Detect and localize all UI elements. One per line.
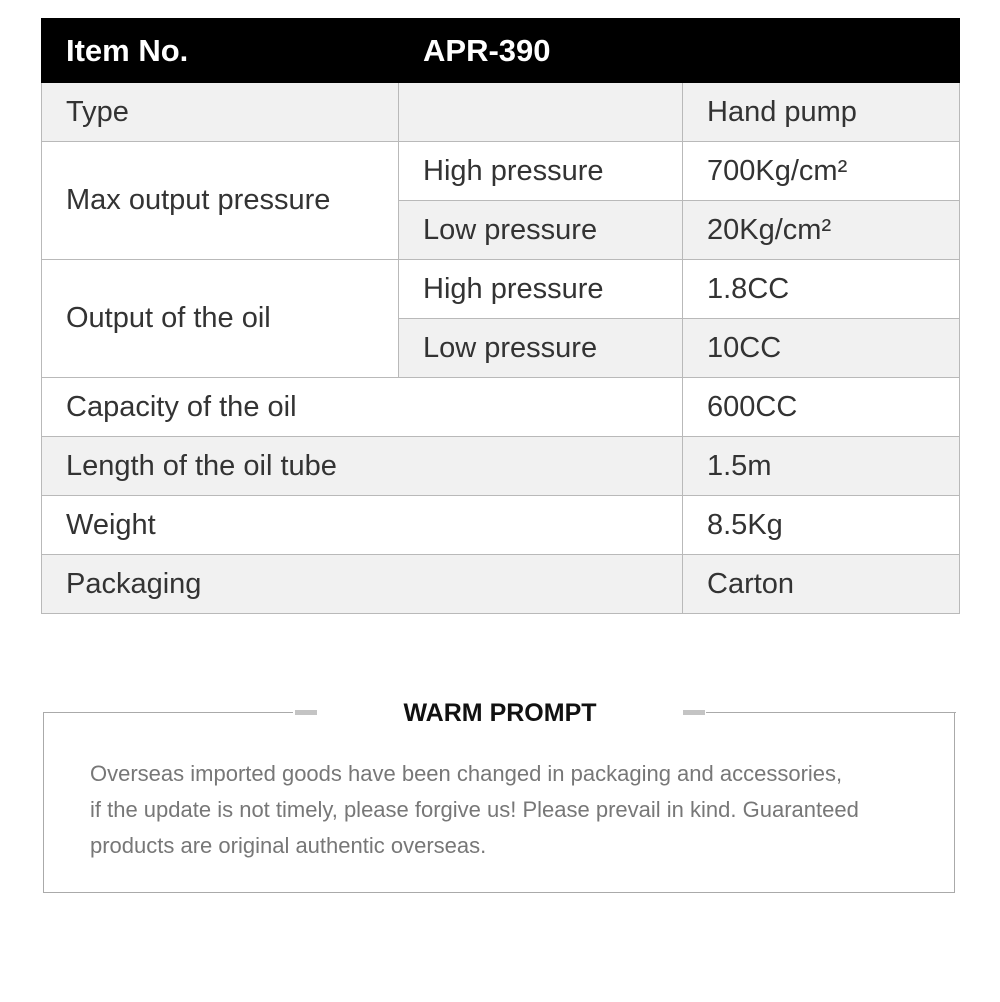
spec-table [41,18,960,614]
capacity-value: 600CC [683,378,960,437]
max-pressure-high-value: 700Kg/cm² [683,142,960,201]
prompt-line: if the update is not timely, please forgive us! Please prevail in kind. Guaranteed [90,797,859,822]
max-pressure-low-value: 20Kg/cm² [683,201,960,260]
max-pressure-high-row [42,142,960,201]
capacity-label: Capacity of the oil [42,378,683,437]
item-no-label: Item No. [42,19,399,83]
oil-output-high-row [42,260,960,319]
oil-output-low-value: 10CC [683,319,960,378]
oil-output-high-label: High pressure [399,260,683,319]
weight-row [42,496,960,555]
weight-label: Weight [42,496,683,555]
oil-output-label: Output of the oil [42,260,399,378]
warm-prompt-title: WARM PROMPT [403,699,597,727]
tube-length-row [42,437,960,496]
packaging-label: Packaging [42,555,683,614]
prompt-top-border-right [706,712,956,713]
tube-length-label: Length of the oil tube [42,437,683,496]
type-row [42,83,960,142]
table-header-row [42,19,960,83]
prompt-line: products are original authentic overseas. [90,833,487,858]
weight-value: 8.5Kg [683,496,960,555]
max-pressure-low-label: Low pressure [399,201,683,260]
oil-output-high-value: 1.8CC [683,260,960,319]
tube-length-value: 1.5m [683,437,960,496]
prompt-dash-right [683,710,705,715]
packaging-value: Carton [683,555,960,614]
prompt-top-border-left [43,712,293,713]
type-label: Type [42,83,399,142]
type-value: Hand pump [683,83,960,142]
packaging-row [42,555,960,614]
warm-prompt-text [90,756,940,864]
max-pressure-high-label: High pressure [399,142,683,201]
capacity-row [42,378,960,437]
max-pressure-label: Max output pressure [42,142,399,260]
prompt-line: Overseas imported goods have been changed in packaging and accessories, [90,761,843,786]
type-empty-cell [399,83,683,142]
item-no-value: APR-390 [399,19,960,83]
oil-output-low-label: Low pressure [399,319,683,378]
prompt-dash-left [295,710,317,715]
